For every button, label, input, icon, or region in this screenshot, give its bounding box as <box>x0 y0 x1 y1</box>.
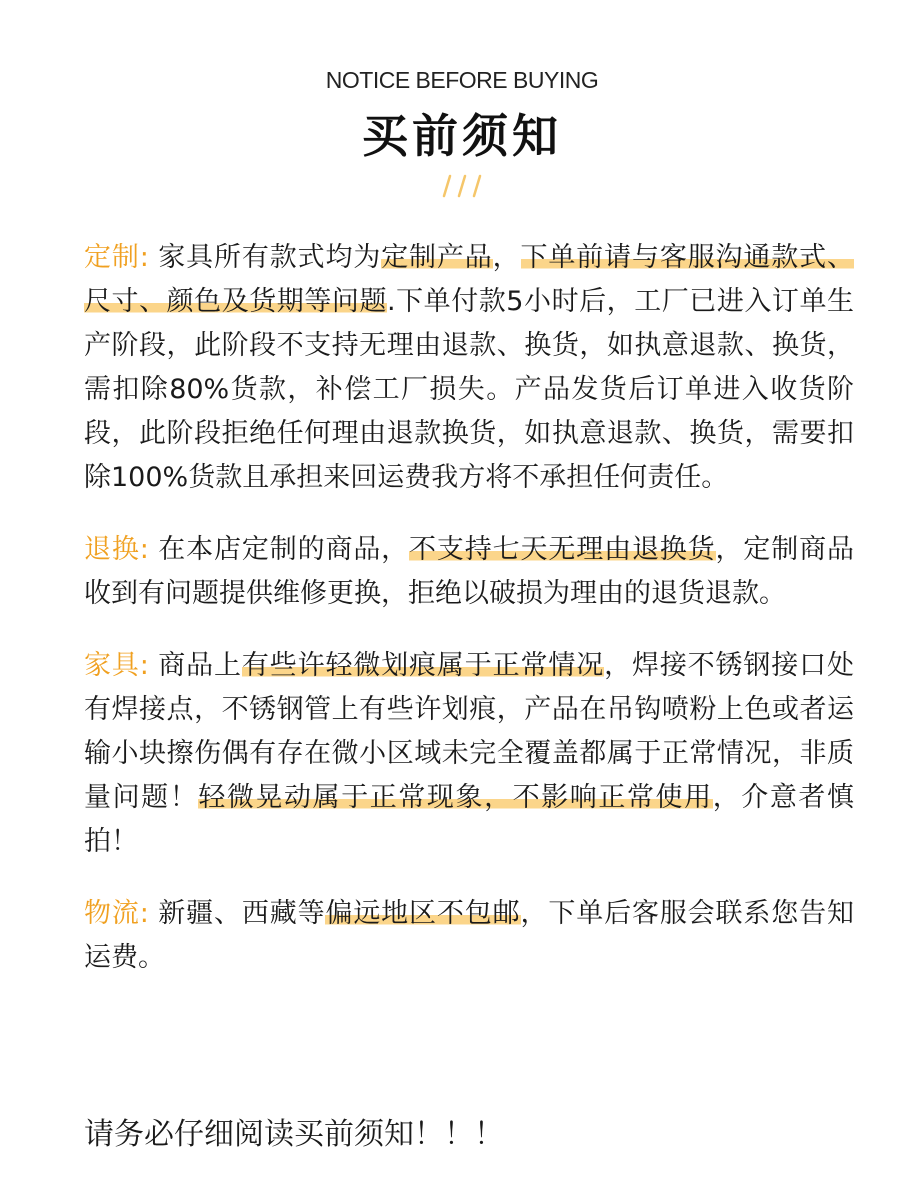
notice-content <box>84 236 854 1008</box>
section-text: ，焊接不锈钢接口处有焊接点，不锈钢管上有些许划痕，产品在吊钩喷粉上色或者运输小块擦伤偶有存在微小区域未完全覆盖都属于正常情况，非质量问题！ <box>84 650 854 813</box>
footer-reminder: 请务必仔细阅读买前须知！！！ <box>84 1117 504 1152</box>
section-text: 商品上 <box>148 650 242 681</box>
highlighted-text: 有些许轻微划痕属于正常情况 <box>241 650 605 681</box>
section-text: ， <box>492 242 521 273</box>
section-text: ，下单后客服会联系您告知运费。 <box>84 898 854 973</box>
notice-section <box>84 236 854 500</box>
highlighted-text: 偏远地区不包邮 <box>325 898 521 929</box>
section-text: 在本店定制的商品， <box>148 534 410 565</box>
page-title: 买前须知 <box>362 109 562 163</box>
section-label: 家具: <box>84 650 149 681</box>
header-subtitle: NOTICE BEFORE BUYING <box>325 67 599 93</box>
section-text: 家具所有款式均为 <box>148 242 382 273</box>
notice-section <box>84 892 854 980</box>
notice-section <box>84 528 854 616</box>
section-label: 退换: <box>84 534 149 565</box>
highlighted-text: 下单前请与客服沟通款式、尺寸、颜色及货期等问题 <box>84 242 855 317</box>
notice-section <box>84 644 854 864</box>
highlighted-text: 定制产品 <box>381 242 493 273</box>
section-text: 新疆、西藏等 <box>148 898 326 929</box>
section-label: 物流: <box>84 898 149 929</box>
slash-decoration-icon <box>432 172 492 198</box>
section-text: ，定制商品收到有问题提供维修更换，拒绝以破损为理由的退货退款。 <box>84 534 854 609</box>
highlighted-text: 轻微晃动属于正常现象，不影响正常使用 <box>198 782 713 813</box>
section-text: ，介意者慎拍！ <box>84 782 855 857</box>
section-label: 定制: <box>84 242 149 273</box>
header <box>0 60 924 198</box>
highlighted-text: 不支持七天无理由退换货 <box>409 534 716 565</box>
section-text: .下单付款5小时后，工厂已进入订单生产阶段，此阶段不支持无理由退款、换货，如执意退款、换货，需扣除80%货款，补偿工厂损失。产品发货后订单进入收货阶段，此阶段拒绝任何理由退款换货，如执意退款、换货，需要扣除100%货款且承担来回运费我方将不承担任何责任。 <box>84 286 855 493</box>
